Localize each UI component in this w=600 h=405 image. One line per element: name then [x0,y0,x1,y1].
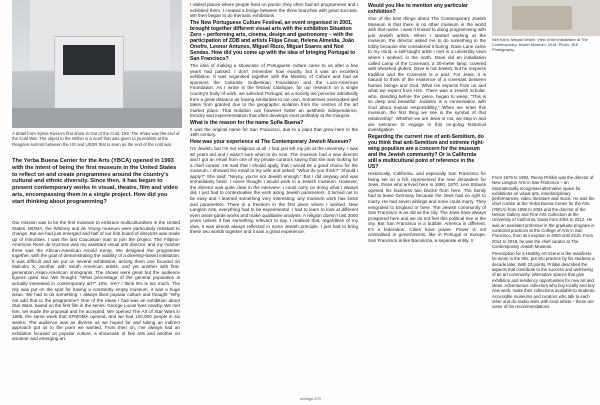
question: The New Portuguese Culture Festival, an event organised in 2001, brought together different visual arts with the exhibition Situation Zero – performing arts, cinema, design and gastronomy – with the participation of ZDB and artists Filipa César, Helena Almeida, João Onofre, Leonor Antunes, Miguel Rizzo, Miguel Soares and Noé Sendas. How did you come up with the idea of bringing Portugal to San Francisco? [190,19,356,63]
paragraph: I visited places where people lived on parole, they often had art programmes and I exhibited them. I created a bridge between the three branches with great success. We then began to do thematic exhibitions. [190,2,358,19]
installation-photo-left [12,0,182,128]
question: How was your experience at The Contemporary Jewish Museum? [190,138,352,145]
paragraph: It was the original name for San Francisco, due to a plant that grew here in the 18th century. [190,126,358,138]
photo-caption-left: A detail from Sylvia Russo’s first show In Out of the Cold, 199. The Shaw was the end of the Cold War. The object in the Within is a scarf that was given to journalists at the Reagans summit between the US and USSR that is seen as the end of the cold war. [12,131,180,147]
paragraph: The idea of making a showcase of Portuguese culture came to us after a few years had passed. I don’t remember how exactly, but it was an excellent exhibition. It was organised together with the Ministry of Culture and had as sponsors the Calouste Gulbenkian Foundation and the Luso-American Foundation. As I wrote in the festival catalogue, for our research on a single country’s body of work, we selected Portugal, as a society we perceive admittedly from a great distance as having similarities to our own. Sometimes overlooked and taken from granted due to the geographic isolation from the centres of the art market place. That isolation can however foster an aesthetic independence, ferocity and experimentation that often develops most profitably at the margins. [190,63,358,119]
question: Would you like to mention any particular exhibition? [368,3,468,16]
photo-lamp-object [512,6,572,30]
photo-display-case [54,36,124,114]
paragraph: One of the best things about The Contemporary Jewish Museum is that there is no other museum in the world with that name. I wasn’t limited to doing programming with just Jewish artists. When I started working at the museum, the director asked me to do something in the lobby because she considered it boring. Dave Lane came to my mind, a self-taught artist I met in a university town where I worked, in the north. Dave did an installation called Lamp of the Covenant, a 30-meter lamp, covered with reworked globes. Dave is not Jewish, but he respects tradition and the Covenant is a pact. For Jews, it is natural to think of the existence of a covenant between human beings and God. What He expects from us and what we expect from Him. There was a Jewish scholar, who, standing before the piece, began to weep: “This is so deep and beautiful: Judaism is a conversation with God about mutual responsibility.” When we enter this museum, the first thing we see is the symbol of that relationship”. Whether we are Jews or not, we step in and are welcome to engage in this on-going historical investigation. [368,16,486,133]
paragraph: Historically, California, and especially San Francisco for being set on a hill, represented the new Jerusalem for Jews, those who arrived here in 1860, 1870. Levi Strauss opened his business two blocks from here. The family had to leave Germany because the Jews had no right to marry. He had seven siblings and none could marry. They emigrated to England or here. The Jewish community of San Francisco is as old as the city. The Jews have always prospered here and we do not feel this political rise in the city. But San Francisco is a bubble. America is different. It’s a federation. Cities have power. Power is not centralised in governments, like in Portugal or Europe. San Francisco is like Barcelona, a separate entity. // [368,171,486,243]
paragraph: Our mission was to be the first museum to embrace multiculturalism in the United States. MOMA, the Whitney and de Young museum were particularly resistant to change. But we had just emerged and half of our first board of directors was made up of minorities. I was the last Caucasian man to join the project. The Filipino-American René de Guzman was my assistant visual arts director, and my number three was the African-American Arnold Kemp. We designed the programme together, with the goal of demonstrating the viability of a diversity-based institution. It was difficult and we put on several exhibitions, among them one focused on Malcolm X, another with South American artists, and yet another with first-generation Asian-American immigrants. The shows were great but the audience figures quite low. We thought: “What percentage of the general population is actually interested in contemporary art?” 10%, 5%? I think 5% is too much. The city was put on the spot for having a constantly empty museum, it was a huge issue. We had to do something. I always liked popular culture and thought “Why not add that to the programme? One of the ideas I had was an exhibition about Star Wars, based on the first film in the series. George Lucas lives nearby. We met him, we made the proposal and he accepted. We opened The Art of Star Wars in 1995, the same week that SFMOMA opened, and we had 120,000 people in six weeks. The audience was as diverse as we hoped for and taking an indirect approach got us to the point we wanted. From then on, I’ve always had an exhibition focused on popular culture, a showcase of fine arts and another on amateur and emerging art. [12,220,180,342]
interview-intro: The Yerba Buena Center for the Arts (YBCA) opened in 1993 with the intent of being the first museum in the United States to reflect on and create programmes around the country’s cultural and ethnic diversity. Since then, it has begun to present contemporary works in visual, theatre, film and video arts, encompassing them in a single project. How did you start thinking about programming? [12,158,178,205]
page-footer: umbigo #70 [300,396,321,401]
question: What is the reason for the name Sofia Buena? [190,119,304,126]
bio-sidebar [492,175,596,311]
paragraph: I’m Jewish, but I’m not religious at all. I had just left my job at the university. I was 60 years old and I wasn’t sure what to do next. The museum had a new director and I got an email from one of my private curators saying that she was looking for a chief curator. He said that I should apply, that I would be a good choice for the museum. I showed the email to my wife and asked: “What do you think?” Should I apply?” She said: “Neyny, you’re not Jewish enough.” But I did anyway and was immediately hired. I never thought I would work in a Jewish museum. However, the director was quite clear in the interview: I could carry on doing what I always did, I just had to contextualise the work along Jewish parameters. It turned out to be easy and I learned something very interesting: any museum work has limits and parameters. There is a freedom in the first place where I worked. New Langton Arts, everything had to be experimental. I had to learn to look at different even avant-garde works and make qualitative analysis. A religion doesn’t last 3000 years unless it has something relevant to say. I realised that, regardless of my idea, it was almost always reflected in some Jewish principle. I just had to bring these two worlds together and it was a great experience. [190,146,358,235]
text-column-3 [368,2,486,244]
bio-paragraph: From 1979 to 1992, Renny Pritikin was the director of New Langton Arts in San Francisco – an internationally recognised alternative space for exhibitions on visual arts, interdisciplinary performances, video, literature and music. He was the chief curator at the Yerba Buena Center for the Arts (YBCA) from 1992 to 2004 and the director of the Nelson Gallery and Fine Arts Collection at the University of California, Davis from 2004 to 2012. He was an assistant professor in the graduate program in curatorial practices at the College of Arts in San Francisco, from its inception in 2003 until 2015. From 2014 to 2018, he was the chief curator at The Contemporary Jewish Museum. [492,175,595,249]
photo-floor [12,108,182,128]
text-column-2 [190,2,358,235]
question: Regarding the current rise of anti-Semitism, do you think that anti-Semitism and extreme right-wing populism are a concern for the museum and the Jewish community? Or is California still a multicultural point of reference in the US? [368,133,485,171]
installation-photo-right [492,0,600,36]
photo-caption-right: Nell Kahn, Megan Wheel. View of the installation at The Contemporary Jewish Museum, 2014. Photo: JKA Photography. [492,37,588,52]
text-column-1 [12,220,180,343]
bio-paragraph: Prescription for a Healthy Art Scene is the manifesto he wrote in the 90s, put into practice by his students a decade later. With 23 points, Pritikin described the aspects that contribute to the success and well-being of an art community: alternative spaces that give exhibition and residency opportunities for new art and ideas. Adventurous collectors who buy locally and buy new work, make their collections available to students. Accessible museums and curators who talk to each other and do studio visits with local artists – these are some of his recommendations. [492,251,596,310]
